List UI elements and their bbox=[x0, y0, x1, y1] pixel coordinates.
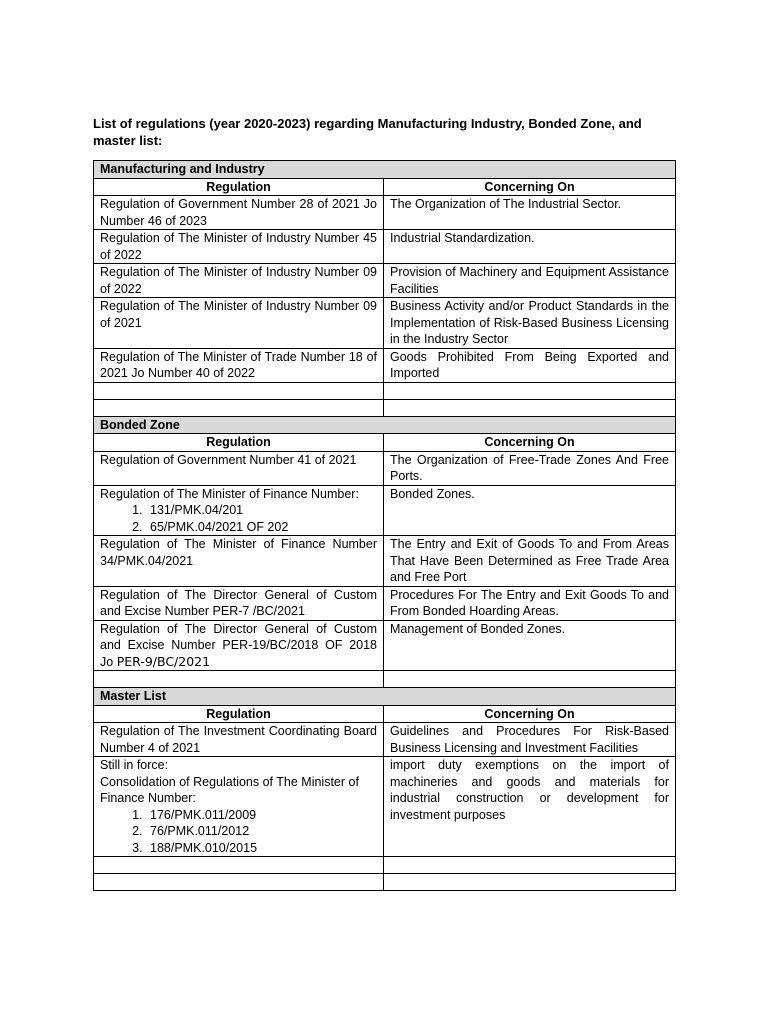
column-header-regulation: Regulation bbox=[94, 705, 384, 723]
empty-cell bbox=[94, 382, 384, 399]
empty-cell bbox=[384, 874, 676, 891]
concerning-cell: Goods Prohibited From Being Exported and Imported bbox=[384, 348, 676, 382]
empty-cell bbox=[94, 399, 384, 416]
regulations-table bbox=[93, 160, 676, 891]
concerning-cell: Guidelines and Procedures For Risk-Based Business Licensing and Investment Facilities bbox=[384, 723, 676, 757]
table-row bbox=[94, 196, 676, 230]
table-row bbox=[94, 348, 676, 382]
regulation-text-tail: PER-9/BC/2021 bbox=[116, 653, 211, 669]
column-header-regulation: Regulation bbox=[94, 434, 384, 452]
regulation-text: Regulation of The Minister of Finance Number: bbox=[100, 486, 359, 501]
column-header-concerning: Concerning On bbox=[384, 178, 676, 196]
regulation-text: Consolidation of Regulations of The Minister of Finance Number: bbox=[100, 774, 359, 805]
column-header-row bbox=[94, 178, 676, 196]
empty-cell bbox=[94, 671, 384, 688]
concerning-cell: The Organization of Free-Trade Zones And Free Ports. bbox=[384, 451, 676, 485]
column-header-regulation: Regulation bbox=[94, 178, 384, 196]
table-row bbox=[94, 757, 676, 857]
table-row bbox=[94, 485, 676, 536]
concerning-cell: Procedures For The Entry and Exit Goods To and From Bonded Hoarding Areas. bbox=[384, 586, 676, 620]
table-row bbox=[94, 536, 676, 587]
section-heading: Master List bbox=[94, 688, 676, 706]
regulation-cell bbox=[94, 757, 384, 857]
list-item: 3. 188/PMK.010/2015 bbox=[146, 840, 377, 857]
regulation-number-list bbox=[100, 807, 377, 857]
empty-row bbox=[94, 382, 676, 399]
section-heading: Manufacturing and Industry bbox=[94, 161, 676, 179]
empty-cell bbox=[384, 399, 676, 416]
regulation-cell: Regulation of The Minister of Finance Number 34/PMK.04/2021 bbox=[94, 536, 384, 587]
regulation-cell: Regulation of The Director General of Custom and Excise Number PER-7 /BC/2021 bbox=[94, 586, 384, 620]
column-header-concerning: Concerning On bbox=[384, 705, 676, 723]
concerning-cell: import duty exemptions on the import of machineries and goods and materials for industrial construction or development for investment purposes bbox=[384, 757, 676, 857]
table-row bbox=[94, 451, 676, 485]
empty-cell bbox=[94, 857, 384, 874]
section-manufacturing bbox=[94, 161, 676, 179]
regulation-cell bbox=[94, 620, 384, 671]
table-row bbox=[94, 264, 676, 298]
empty-cell bbox=[384, 671, 676, 688]
regulation-cell: Regulation of The Minister of Industry Number 09 of 2021 bbox=[94, 298, 384, 349]
column-header-row bbox=[94, 705, 676, 723]
regulation-cell: Regulation of The Minister of Industry Number 45 of 2022 bbox=[94, 230, 384, 264]
empty-row bbox=[94, 399, 676, 416]
regulation-cell bbox=[94, 485, 384, 536]
empty-row bbox=[94, 857, 676, 874]
regulation-number-list bbox=[100, 502, 377, 535]
section-master-list bbox=[94, 688, 676, 706]
concerning-cell: Provision of Machinery and Equipment Assistance Facilities bbox=[384, 264, 676, 298]
empty-cell bbox=[384, 382, 676, 399]
list-item: 1. 176/PMK.011/2009 bbox=[146, 807, 377, 824]
regulation-text: Regulation of The Director General of Custom and Excise Number PER-19/BC/2018 OF 2018 Jo bbox=[100, 621, 377, 669]
empty-cell bbox=[384, 857, 676, 874]
regulation-cell: Regulation of The Minister of Industry Number 09 of 2022 bbox=[94, 264, 384, 298]
table-row bbox=[94, 230, 676, 264]
page-title: List of regulations (year 2020-2023) regarding Manufacturing Industry, Bonded Zone, and master list: bbox=[93, 116, 642, 148]
list-item: 2. 65/PMK.04/2021 OF 202 bbox=[146, 519, 377, 536]
column-header-row bbox=[94, 434, 676, 452]
section-bonded-zone bbox=[94, 416, 676, 434]
concerning-cell: Business Activity and/or Product Standards in the Implementation of Risk-Based Business Licensing in the Industry Sector bbox=[384, 298, 676, 349]
regulation-status: Still in force: bbox=[100, 758, 169, 772]
concerning-cell: The Entry and Exit of Goods To and From Areas That Have Been Determined as Free Trade Area and Free Port bbox=[384, 536, 676, 587]
regulation-cell: Regulation of The Minister of Trade Number 18 of 2021 Jo Number 40 of 2022 bbox=[94, 348, 384, 382]
list-item: 2. 76/PMK.011/2012 bbox=[146, 823, 377, 840]
section-heading: Bonded Zone bbox=[94, 416, 676, 434]
concerning-cell: Industrial Standardization. bbox=[384, 230, 676, 264]
concerning-cell: The Organization of The Industrial Sector. bbox=[384, 196, 676, 230]
concerning-cell: Bonded Zones. bbox=[384, 485, 676, 536]
regulation-cell: Regulation of The Investment Coordinating Board Number 4 of 2021 bbox=[94, 723, 384, 757]
table-row bbox=[94, 586, 676, 620]
list-item: 1. 131/PMK.04/201 bbox=[146, 502, 377, 519]
concerning-cell: Management of Bonded Zones. bbox=[384, 620, 676, 671]
column-header-concerning: Concerning On bbox=[384, 434, 676, 452]
empty-cell bbox=[94, 874, 384, 891]
empty-row bbox=[94, 874, 676, 891]
table-row bbox=[94, 298, 676, 349]
empty-row bbox=[94, 671, 676, 688]
regulation-cell: Regulation of Government Number 41 of 2021 bbox=[94, 451, 384, 485]
regulation-cell: Regulation of Government Number 28 of 2021 Jo Number 46 of 2023 bbox=[94, 196, 384, 230]
table-row bbox=[94, 620, 676, 671]
table-row bbox=[94, 723, 676, 757]
